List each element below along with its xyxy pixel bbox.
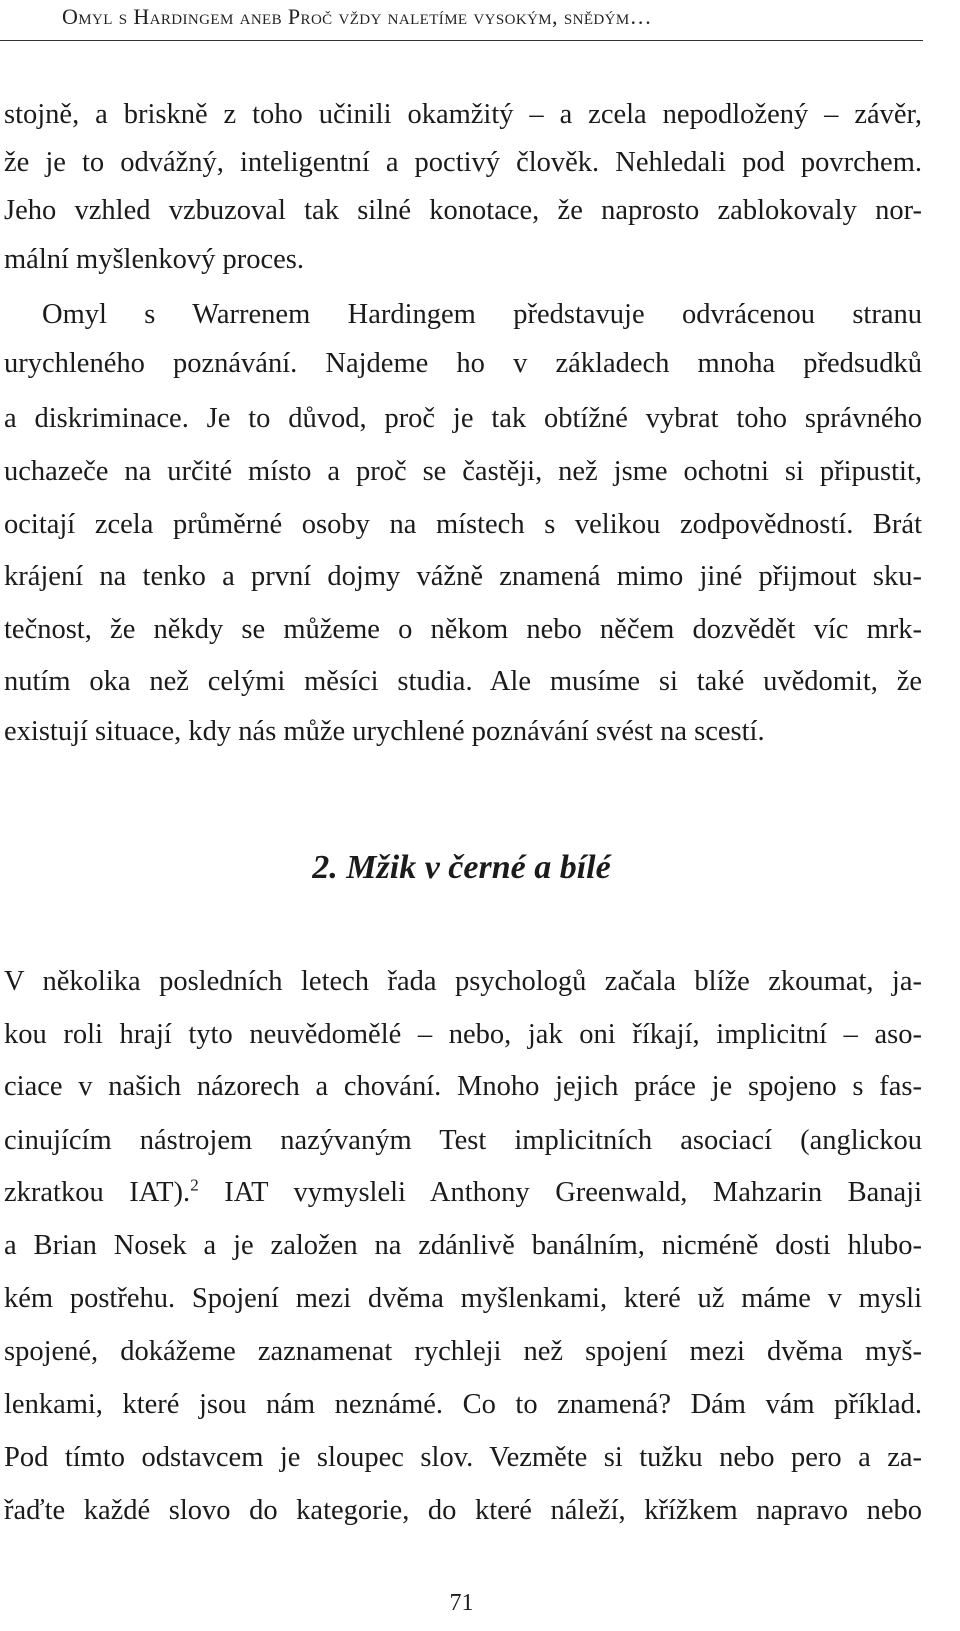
text-line: nutím oka než celými měsíci studia. Ale musíme si také uvědomit, že: [4, 666, 922, 697]
text-line: ciace v našich názorech a chování. Mnoho jejich práce je spojeno s fas-: [4, 1071, 922, 1102]
text-line: uchazeče na určité místo a proč se častěji, než jsme ochotni si připustit,: [4, 456, 922, 487]
text-line: a diskriminace. Je to důvod, proč je tak obtížné vybrat toho správného: [4, 403, 922, 434]
text-line: Pod tímto odstavcem je sloupec slov. Vezměte si tužku nebo pero a za-: [4, 1442, 922, 1473]
page-number: 71: [449, 1590, 474, 1616]
text-line-with-footnote: [4, 1173, 922, 1213]
running-head: Omyl s Hardingem aneb Proč vždy naletíme vysokým, snědým…: [62, 4, 652, 29]
text-line: V několika posledních letech řada psychologů začala blíže zkoumat, ja-: [4, 966, 922, 997]
text-line: Omyl s Warrenem Hardingem představuje odvrácenou stranu: [42, 299, 922, 330]
text-line: krájení na tenko a první dojmy vážně znamená mimo jiné přijmout sku-: [4, 561, 922, 592]
text-line: stojně, a briskně z toho učinili okamžitý – a zcela nepodložený – závěr,: [4, 99, 922, 130]
text-fragment: zkratkou IAT).: [4, 1177, 191, 1208]
text-line: spojené, dokážeme zaznamenat rychleji než spojení mezi dvěma myš-: [4, 1336, 922, 1367]
text-line: mální myšlenkový proces.: [4, 244, 304, 275]
text-line: kém postřehu. Spojení mezi dvěma myšlenkami, které už máme v mysli: [4, 1283, 922, 1314]
footnote-marker[interactable]: 2: [190, 1175, 199, 1195]
text-line: ocitají zcela průměrné osoby na místech s velikou zodpovědností. Brát: [4, 509, 922, 540]
header-rule: [0, 40, 923, 41]
text-line: že je to odvážný, inteligentní a poctivý člověk. Nehledali pod povrchem.: [4, 147, 922, 178]
text-line: lenkami, které jsou nám neznámé. Co to znamená? Dám vám příklad.: [4, 1389, 922, 1420]
text-line: řaďte každé slovo do kategorie, do které náleží, křížkem napravo nebo: [4, 1495, 922, 1526]
text-line: cinujícím nástrojem nazývaným Test implicitních asociací (anglickou: [4, 1125, 922, 1156]
text-line: urychleného poznávání. Najdeme ho v základech mnoha předsudků: [4, 348, 922, 379]
text-line: Jeho vzhled vzbuzoval tak silné konotace, že naprosto zablokovaly nor-: [4, 195, 922, 226]
section-heading: 2. Mžik v černé a bílé: [312, 849, 611, 886]
text-line: kou roli hrají tyto neuvědomělé – nebo, jak oni říkají, implicitní – aso-: [4, 1019, 922, 1050]
text-line: existují situace, kdy nás může urychlené poznávání svést na scestí.: [4, 716, 765, 747]
text-fragment: IAT vymysleli Anthony Greenwald, Mahzarin Banaji: [198, 1177, 922, 1208]
text-line: a Brian Nosek a je založen na zdánlivě banálním, nicméně dosti hlubo-: [4, 1230, 922, 1261]
text-line: tečnost, že někdy se můžeme o někom nebo něčem dozvědět víc mrk-: [4, 614, 922, 645]
